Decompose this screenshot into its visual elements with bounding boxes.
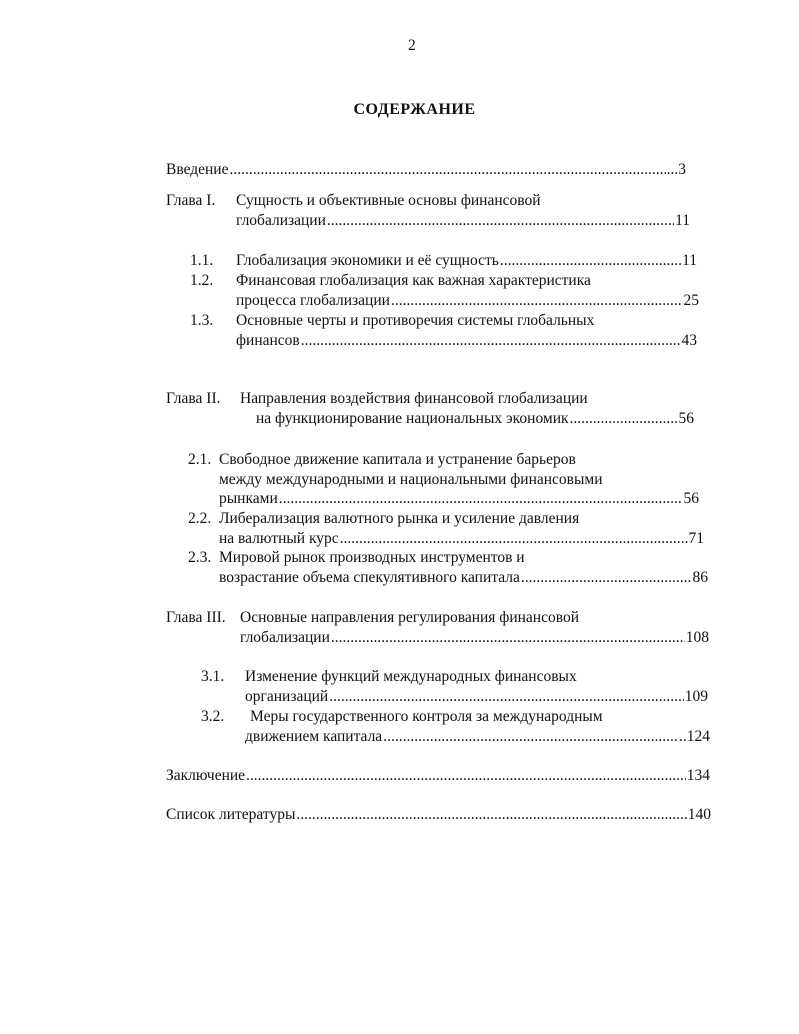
section-2-2-number: 2.2. bbox=[188, 510, 212, 527]
toc-page: ..140 bbox=[680, 806, 711, 823]
toc-label: возрастание объема спекулятивного капитала bbox=[219, 569, 520, 586]
leader-dots bbox=[521, 569, 692, 587]
leader-dots bbox=[279, 490, 683, 508]
leader-dots bbox=[391, 292, 683, 310]
toc-page: 56 bbox=[683, 490, 699, 507]
leader-dots bbox=[296, 806, 679, 824]
section-2-3-line1: Мировой рынок производных инструментов и bbox=[219, 549, 525, 566]
section-3-1-line1: Изменение функций международных финансовых bbox=[245, 668, 577, 685]
section-3-2-line1: Меры государственного контроля за международным bbox=[250, 708, 603, 725]
leader-dots bbox=[331, 629, 685, 647]
section-1-2-line1: Финансовая глобализация как важная характеристика bbox=[236, 272, 591, 289]
leader-dots bbox=[229, 161, 665, 179]
chapter-2-label: Глава II. bbox=[166, 390, 221, 407]
section-1-3-number: 1.3. bbox=[190, 312, 214, 329]
leader-dots bbox=[327, 212, 674, 230]
toc-entry-3-2 bbox=[245, 728, 710, 746]
section-3-1-number: 3.1. bbox=[201, 668, 225, 685]
chapter-3-label: Глава III. bbox=[166, 609, 226, 626]
leader-dots bbox=[329, 688, 684, 706]
toc-page: 134 bbox=[686, 767, 710, 784]
toc-label: на функционирование национальных экономик bbox=[256, 410, 569, 427]
toc-entry-chapter-2 bbox=[256, 410, 694, 428]
chapter-3-title-line1: Основные направления регулирования финансовой bbox=[240, 609, 579, 626]
toc-entry-conclusion bbox=[166, 767, 710, 785]
leader-dots bbox=[340, 530, 680, 548]
toc-entry-intro bbox=[166, 161, 686, 179]
toc-label: Глобализация экономики и её сущность bbox=[236, 252, 499, 269]
section-1-2-number: 1.2. bbox=[190, 272, 214, 289]
toc-label: Введение bbox=[166, 161, 229, 178]
toc-page: 11 bbox=[682, 252, 697, 269]
toc-label: Заключение bbox=[166, 767, 246, 784]
page-title: СОДЕРЖАНИЕ bbox=[353, 101, 476, 118]
toc-entry-1-2 bbox=[236, 292, 699, 310]
toc-page: 109 bbox=[684, 688, 708, 705]
leader-dots bbox=[383, 728, 678, 746]
toc-entry-2-2 bbox=[219, 530, 704, 548]
toc-label: Список литературы bbox=[166, 806, 296, 823]
section-2-1-line2: между международными и национальными финансовыми bbox=[219, 471, 603, 488]
toc-entry-2-1 bbox=[219, 490, 699, 508]
toc-page: 25 bbox=[683, 292, 699, 309]
toc-label: организаций bbox=[245, 688, 329, 705]
toc-entry-2-3 bbox=[219, 569, 708, 587]
toc-entry-chapter-1 bbox=[236, 212, 690, 230]
chapter-1-label: Глава I. bbox=[166, 192, 216, 209]
chapter-2-title-line1: Направления воздействия финансовой глобализации bbox=[240, 390, 588, 407]
section-1-1-number: 1.1. bbox=[190, 252, 214, 269]
toc-page: 11 bbox=[675, 212, 690, 229]
toc-page: 108 bbox=[685, 629, 709, 646]
toc-label: рынками bbox=[219, 490, 278, 507]
section-2-1-line1: Свободное движение капитала и устранение барьеров bbox=[219, 451, 576, 468]
page-number: 2 bbox=[408, 37, 416, 54]
toc-entry-1-1 bbox=[236, 252, 697, 270]
section-3-2-number: 3.2. bbox=[201, 708, 225, 725]
toc-page: 56 bbox=[678, 410, 694, 427]
section-1-3-line1: Основные черты и противоречия системы глобальных bbox=[236, 312, 595, 329]
chapter-1-title-line1: Сущность и объективные основы финансовой bbox=[236, 192, 541, 209]
toc-page: ...3 bbox=[666, 161, 686, 178]
toc-entry-3-1 bbox=[245, 688, 708, 706]
toc-label: глобализации bbox=[240, 629, 330, 646]
toc-label: финансов bbox=[236, 332, 300, 349]
leader-dots bbox=[570, 410, 678, 428]
toc-entry-chapter-3 bbox=[240, 629, 709, 647]
toc-entry-bibliography bbox=[166, 806, 711, 824]
toc-page: 43 bbox=[681, 332, 697, 349]
section-2-3-number: 2.3. bbox=[188, 549, 212, 566]
section-2-2-line1: Либерализация валютного рынка и усиление давления bbox=[219, 510, 580, 527]
leader-dots bbox=[500, 252, 681, 270]
toc-page: 86 bbox=[692, 569, 708, 586]
toc-label: движением капитала bbox=[245, 728, 383, 745]
toc-page: ..124 bbox=[679, 728, 710, 745]
toc-page: ..71 bbox=[680, 530, 704, 547]
toc-label: глобализации bbox=[236, 212, 326, 229]
leader-dots bbox=[301, 332, 681, 350]
toc-entry-1-3 bbox=[236, 332, 697, 350]
leader-dots bbox=[246, 767, 686, 785]
toc-label: процесса глобализации bbox=[236, 292, 390, 309]
toc-label: на валютный курс bbox=[219, 530, 339, 547]
section-2-1-number: 2.1. bbox=[188, 451, 212, 468]
